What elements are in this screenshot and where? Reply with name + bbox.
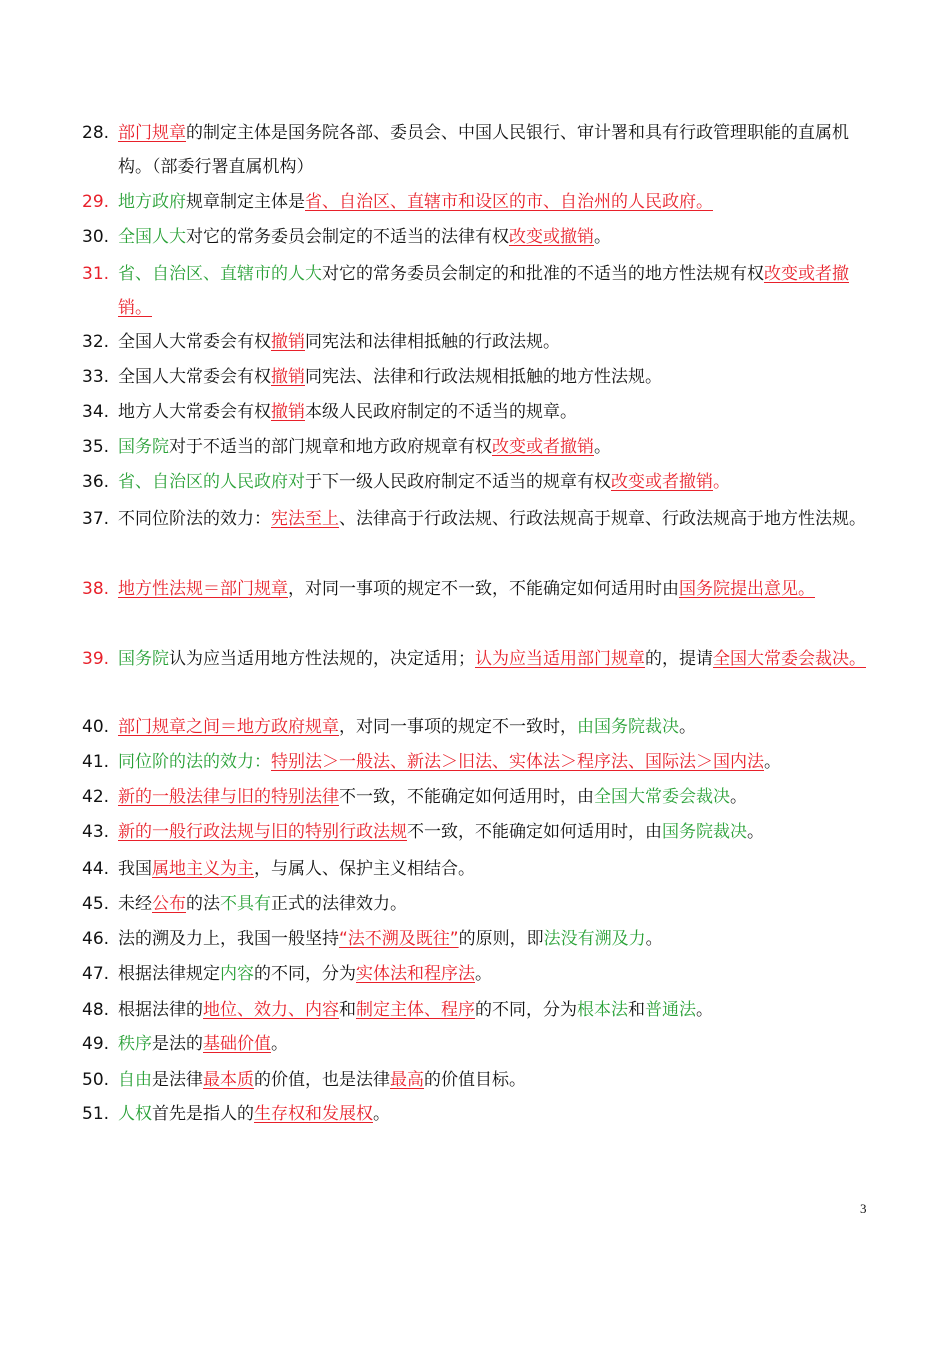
keyword-text: 国务院 xyxy=(118,437,169,457)
highlighted-text: 基础价值 xyxy=(203,1034,271,1054)
item-number: 33. xyxy=(82,367,110,387)
item-text xyxy=(118,957,882,991)
plain-text: 。 xyxy=(730,787,747,807)
highlighted-text: 改变或者撤销。 xyxy=(118,264,849,318)
item-text xyxy=(118,815,882,849)
plain-text: 正式的法律效力。 xyxy=(271,894,407,914)
plain-text: 同宪法、法律和行政法规相抵触的地方性法规。 xyxy=(305,367,662,387)
item-text xyxy=(118,360,882,394)
item-text xyxy=(118,1063,882,1097)
plain-text: 。 xyxy=(594,227,611,247)
highlighted-text: “法不溯及既往” xyxy=(339,929,459,949)
plain-text: 和 xyxy=(628,1000,645,1020)
plain-text: 根据法律规定 xyxy=(118,964,220,984)
highlighted-text: 实体法和程序法 xyxy=(356,964,475,984)
plain-text: 本级人民政府制定的不适当的规章。 xyxy=(305,402,577,422)
keyword-text: 秩序 xyxy=(118,1034,152,1054)
plain-text: 同宪法和法律相抵触的行政法规。 xyxy=(305,332,560,352)
plain-text: 对于不适当的部门规章和地方政府规章有权 xyxy=(169,437,492,457)
plain-text: 我国 xyxy=(118,859,152,879)
plain-text: 地方人大常委会有权 xyxy=(118,402,271,422)
item-text xyxy=(118,993,882,1027)
plain-text: 的不同，分为 xyxy=(254,964,356,984)
item-text xyxy=(118,710,882,744)
highlighted-text: 改变或撤销 xyxy=(509,227,594,247)
highlighted-text: 属地主义为主 xyxy=(152,859,254,879)
plain-text: 。 xyxy=(645,929,663,949)
item-number: 29. xyxy=(82,192,110,212)
item-text xyxy=(118,887,882,921)
item-text xyxy=(118,572,882,606)
item-number: 46. xyxy=(82,929,110,949)
item-text xyxy=(118,325,882,359)
plain-text: 首先是指人的 xyxy=(152,1104,254,1124)
plain-text: 是法律 xyxy=(152,1070,203,1090)
list-item xyxy=(82,572,882,606)
item-number: 31. xyxy=(82,264,110,284)
item-number: 40. xyxy=(82,717,110,737)
keyword-text: 普通法 xyxy=(645,1000,696,1020)
highlighted-text: 地方性法规＝部门规章 xyxy=(118,579,288,599)
plain-text: ，对同一事项的规定不一致，不能确定如何适用时由 xyxy=(288,579,679,599)
keyword-text: 根本法 xyxy=(577,1000,628,1020)
keyword-text: 国务院裁决 xyxy=(662,822,747,842)
list-item xyxy=(82,325,882,359)
plain-text: 。 xyxy=(696,1000,713,1020)
list-item xyxy=(82,116,882,184)
plain-text: 。 xyxy=(713,472,730,492)
plain-text: 。 xyxy=(764,752,781,772)
list-item xyxy=(82,780,882,814)
item-number: 30. xyxy=(82,227,110,247)
item-number: 43. xyxy=(82,822,110,842)
item-text xyxy=(118,257,882,325)
plain-text: 不同位阶法的效力： xyxy=(118,509,271,529)
plain-text: 不一致，不能确定如何适用时，由 xyxy=(407,822,662,842)
item-text xyxy=(118,430,882,464)
item-number: 39. xyxy=(82,649,110,669)
highlighted-text: 制定主体、程序 xyxy=(356,1000,475,1020)
highlighted-text: 改变或者撤销 xyxy=(492,437,594,457)
keyword-text: 由国务院裁决 xyxy=(577,717,679,737)
list-item xyxy=(82,502,882,536)
keyword-text: 地方政府 xyxy=(118,192,186,212)
plain-text: 不一致，不能确定如何适用时，由 xyxy=(339,787,594,807)
list-item xyxy=(82,887,882,921)
list-item xyxy=(82,710,882,744)
plain-text: 的价值目标。 xyxy=(424,1070,526,1090)
plain-text: 、法律高于行政法规、行政法规高于规章、行政法规高于地方性法规。 xyxy=(339,509,866,529)
item-text xyxy=(118,642,882,676)
item-number: 44. xyxy=(82,859,110,879)
item-number: 32. xyxy=(82,332,110,352)
plain-text: 的制定主体是国务院各部、委员会、中国人民银行、审计署和具有行政管理职能的直属机构。（部委行署直属机构） xyxy=(118,123,849,177)
keyword-text: 省、自治区、直辖市的人大 xyxy=(118,264,322,284)
list-item xyxy=(82,185,882,219)
plain-text: 对它的常务委员会制定的和批准的不适当的地方性法规有权 xyxy=(322,264,764,284)
plain-text: 对它的常务委员会制定的不适当的法律有权 xyxy=(186,227,509,247)
item-number: 45. xyxy=(82,894,110,914)
item-number: 28. xyxy=(82,123,110,143)
list-item xyxy=(82,1063,882,1097)
item-text xyxy=(118,745,882,779)
plain-text: 。 xyxy=(679,717,696,737)
item-number: 38. xyxy=(82,579,110,599)
item-text xyxy=(118,780,882,814)
plain-text: 的法 xyxy=(186,894,220,914)
plain-text: 。 xyxy=(594,437,611,457)
plain-text: 。 xyxy=(373,1104,390,1124)
highlighted-text: 部门规章之间＝地方政府规章 xyxy=(118,717,339,737)
list-item xyxy=(82,815,882,849)
item-number: 41. xyxy=(82,752,110,772)
plain-text: 未经 xyxy=(118,894,152,914)
keyword-text: 国务院 xyxy=(118,649,169,669)
keyword-text: 自由 xyxy=(118,1070,152,1090)
list-item xyxy=(82,922,882,956)
item-number: 49. xyxy=(82,1034,110,1054)
item-number: 42. xyxy=(82,787,110,807)
item-text xyxy=(118,852,882,886)
keyword-text: 全国大常委会裁决 xyxy=(594,787,730,807)
list-item xyxy=(82,957,882,991)
item-text xyxy=(118,116,882,184)
item-number: 36. xyxy=(82,472,110,492)
highlighted-text: 公布 xyxy=(152,894,186,914)
item-text xyxy=(118,502,882,536)
item-number: 47. xyxy=(82,964,110,984)
list-item xyxy=(82,1097,882,1131)
plain-text: 的价值，也是法律 xyxy=(254,1070,390,1090)
plain-text: 的，提请 xyxy=(645,649,713,669)
plain-text: 和 xyxy=(339,1000,356,1020)
plain-text: ，对同一事项的规定不一致时， xyxy=(339,717,577,737)
item-number: 37. xyxy=(82,509,110,529)
highlighted-text: 全国大常委会裁决。 xyxy=(713,649,866,669)
keyword-text: 同位阶的法的效力： xyxy=(118,752,271,772)
list-item xyxy=(82,465,882,499)
list-item xyxy=(82,1027,882,1061)
list-item xyxy=(82,642,882,676)
plain-text: 的不同，分为 xyxy=(475,1000,577,1020)
keyword-text: 省、自治区的人民政府对 xyxy=(118,472,305,492)
list-item xyxy=(82,430,882,464)
keyword-text: 人权 xyxy=(118,1104,152,1124)
highlighted-text: 撤销 xyxy=(271,402,305,422)
highlighted-text: 省、自治区、直辖市和设区的市、自治州的人民政府。 xyxy=(305,192,713,212)
item-text xyxy=(118,465,882,499)
list-item xyxy=(82,395,882,429)
plain-text: 。 xyxy=(747,822,764,842)
highlighted-text: 认为应当适用部门规章 xyxy=(475,649,645,669)
item-text xyxy=(118,922,882,956)
highlighted-text: 撤销 xyxy=(271,367,305,387)
list-item xyxy=(82,257,882,325)
highlighted-text: 新的一般法律与旧的特别法律 xyxy=(118,787,339,807)
highlighted-text: 宪法至上 xyxy=(271,509,339,529)
plain-text: 的原则，即 xyxy=(458,929,544,949)
list-item xyxy=(82,360,882,394)
item-number: 35. xyxy=(82,437,110,457)
plain-text: 根据法律的 xyxy=(118,1000,203,1020)
highlighted-text: 最高 xyxy=(390,1070,424,1090)
list-item xyxy=(82,852,882,886)
highlighted-text: 特别法＞一般法、新法＞旧法、实体法＞程序法、国际法＞国内法 xyxy=(271,752,764,772)
item-text xyxy=(118,395,882,429)
highlighted-text: 国务院提出意见。 xyxy=(679,579,815,599)
highlighted-text: 生存权和发展权 xyxy=(254,1104,373,1124)
plain-text: ，与属人、保护主义相结合。 xyxy=(254,859,475,879)
list-item xyxy=(82,993,882,1027)
item-text xyxy=(118,185,882,219)
keyword-text: 内容 xyxy=(220,964,254,984)
highlighted-text: 部门规章 xyxy=(118,123,186,143)
item-text xyxy=(118,1027,882,1061)
plain-text: 规章制定主体是 xyxy=(186,192,305,212)
keyword-text: 法没有溯及力 xyxy=(543,929,646,949)
plain-text: 法的溯及力上，我国一般坚持 xyxy=(118,929,339,949)
item-number: 50. xyxy=(82,1070,110,1090)
highlighted-text: 最本质 xyxy=(203,1070,254,1090)
plain-text: 全国人大常委会有权 xyxy=(118,367,271,387)
plain-text: 是法的 xyxy=(152,1034,203,1054)
highlighted-text: 撤销 xyxy=(271,332,305,352)
item-number: 51. xyxy=(82,1104,110,1124)
highlighted-text: 改变或者撤销 xyxy=(611,472,713,492)
list-item xyxy=(82,745,882,779)
keyword-text: 不具有 xyxy=(220,894,271,914)
page-number: 3 xyxy=(860,1201,867,1216)
plain-text: 于下一级人民政府制定不适当的规章有权 xyxy=(305,472,611,492)
item-text xyxy=(118,1097,882,1131)
plain-text: 认为应当适用地方性法规的，决定适用； xyxy=(169,649,475,669)
plain-text: 。 xyxy=(271,1034,288,1054)
keyword-text: 全国人大 xyxy=(118,227,186,247)
item-number: 48. xyxy=(82,1000,110,1020)
item-number: 34. xyxy=(82,402,110,422)
item-text xyxy=(118,220,882,254)
highlighted-text: 地位、效力、内容 xyxy=(203,1000,339,1020)
plain-text: 全国人大常委会有权 xyxy=(118,332,271,352)
list-item xyxy=(82,220,882,254)
highlighted-text: 新的一般行政法规与旧的特别行政法规 xyxy=(118,822,407,842)
plain-text: 。 xyxy=(475,964,492,984)
